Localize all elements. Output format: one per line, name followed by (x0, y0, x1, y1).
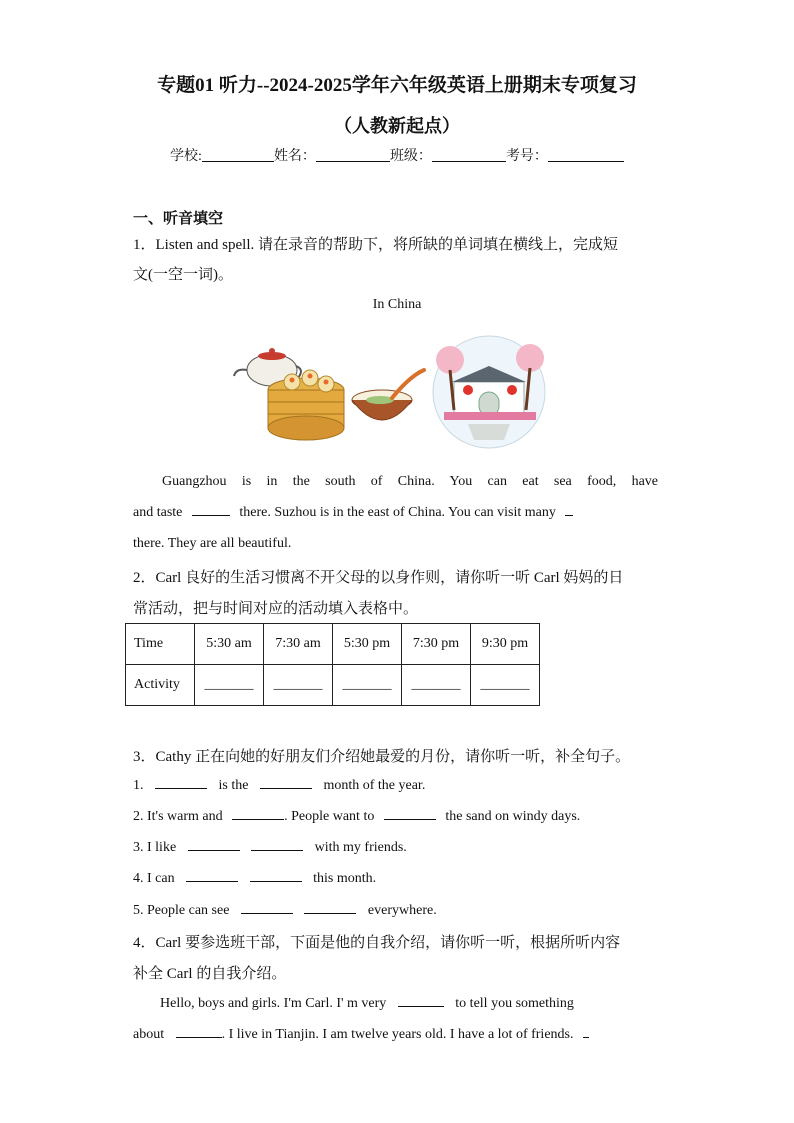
activity-blank-cell[interactable]: _______ (333, 665, 402, 706)
time-cell: 7:30 am (264, 624, 333, 665)
activity-blank-cell[interactable]: _______ (471, 665, 540, 706)
q3-blank[interactable] (384, 819, 436, 820)
soup-bowl-icon (352, 370, 424, 420)
q3-text-segment: month of the year. (323, 778, 426, 793)
time-cell: 5:30 pm (333, 624, 402, 665)
q3-text-segment: 1. (133, 778, 144, 793)
q3-blank[interactable] (251, 850, 303, 851)
table-row-activity (126, 665, 540, 706)
q3-text-segment: . People want to (284, 809, 375, 824)
q3-blank[interactable] (155, 788, 207, 789)
chinese-garden-icon (433, 336, 545, 448)
q3-sentence-2 (133, 809, 580, 825)
q3-text-segment: the sand on windy days. (445, 809, 581, 824)
activity-table (125, 623, 540, 706)
time-cell: 7:30 pm (402, 624, 471, 665)
q1-passage-line1: Guangzhou is in the south of China. You can eat sea food, have (162, 474, 658, 489)
q3-text-segment: this month. (313, 871, 377, 886)
table-row-time (126, 624, 540, 665)
china-food-illustration (232, 330, 552, 455)
page-title: 专题01 听力--2024-2025学年六年级英语上册期末专项复习 (157, 75, 637, 96)
q3-blank[interactable] (304, 913, 356, 914)
q3-text-segment: is the (218, 778, 249, 793)
q2-instruction-line2: 常活动，把与时间对应的活动填入表格中。 (133, 601, 419, 617)
q3-blank[interactable] (260, 788, 312, 789)
q1-text-segment: and taste (133, 505, 183, 520)
q4-passage-line2 (133, 1027, 589, 1043)
q2-instruction-line1: 2．Carl 良好的生活习惯离不开父母的以身作则，请你听一听 Carl 妈妈的日 (133, 570, 624, 586)
class-label: 班级： (389, 149, 432, 164)
name-field[interactable] (316, 147, 390, 162)
school-label: 学校: (170, 149, 202, 164)
q3-blank[interactable] (232, 819, 284, 820)
q1-instruction-line1: 1．Listen and spell. 请在录音的帮助下，将所缺的单词填在横线上，完成短 (133, 237, 618, 253)
q4-text-segment: about (133, 1027, 165, 1042)
q1-blank-1[interactable] (192, 515, 230, 516)
q1-passage-line3: there. They are all beautiful. (133, 536, 292, 551)
q3-text-segment: 5. People can see (133, 903, 230, 918)
number-field[interactable] (548, 147, 624, 162)
q4-instruction-line2: 补全 Carl 的自我介绍。 (133, 966, 287, 982)
q3-blank[interactable] (241, 913, 293, 914)
q3-text-segment: 3. I like (133, 840, 177, 855)
q1-blank-2[interactable] (565, 515, 573, 516)
q3-sentence-1 (133, 778, 425, 794)
q3-sentence-3 (133, 840, 407, 856)
activity-header: Activity (126, 665, 195, 706)
q3-sentence-5 (133, 903, 437, 919)
q3-instruction: 3．Cathy 正在向她的好朋友们介绍她最爱的月份，请你听一听，补全句子。 (133, 749, 631, 765)
section-heading-listening: 一、听音填空 (133, 211, 224, 227)
q4-blank[interactable] (583, 1037, 589, 1038)
q3-text-segment: with my friends. (314, 840, 407, 855)
name-label: 姓名： (273, 149, 316, 164)
passage-title: In China (372, 297, 422, 312)
q4-instruction-line1: 4．Carl 要参选班干部，下面是他的自我介绍，请你听一听，根据所听内容 (133, 935, 621, 951)
time-cell: 5:30 am (195, 624, 264, 665)
q3-text-segment: everywhere. (367, 903, 437, 918)
q3-sentence-4 (133, 871, 376, 887)
q4-passage-line1 (160, 996, 574, 1012)
q4-text-segment: . I live in Tianjin. I am twelve years old. I have a lot of friends. (221, 1027, 574, 1042)
q4-blank[interactable] (176, 1037, 222, 1038)
school-field[interactable] (202, 147, 274, 162)
q1-passage-line2 (133, 505, 573, 521)
time-header: Time (126, 624, 195, 665)
time-cell: 9:30 pm (471, 624, 540, 665)
class-field[interactable] (432, 147, 506, 162)
q3-blank[interactable] (188, 850, 240, 851)
activity-blank-cell[interactable]: _______ (195, 665, 264, 706)
q3-blank[interactable] (186, 881, 238, 882)
q4-text-segment: to tell you something (455, 996, 574, 1011)
activity-blank-cell[interactable]: _______ (402, 665, 471, 706)
student-info-line (0, 145, 794, 165)
activity-blank-cell[interactable]: _______ (264, 665, 333, 706)
q4-blank[interactable] (398, 1006, 444, 1007)
number-label: 考号： (505, 149, 548, 164)
q3-blank[interactable] (250, 881, 302, 882)
q4-text-segment: Hello, boys and girls. I'm Carl. I' m very (160, 996, 387, 1011)
q3-text-segment: 4. I can (133, 871, 175, 886)
q3-text-segment: 2. It's warm and (133, 809, 223, 824)
page-subtitle: （人教新起点） (334, 116, 460, 136)
q1-instruction-line2: 文(一空一词)。 (133, 267, 233, 283)
q1-text-segment: there. Suzhou is in the east of China. You can visit many (239, 505, 556, 520)
